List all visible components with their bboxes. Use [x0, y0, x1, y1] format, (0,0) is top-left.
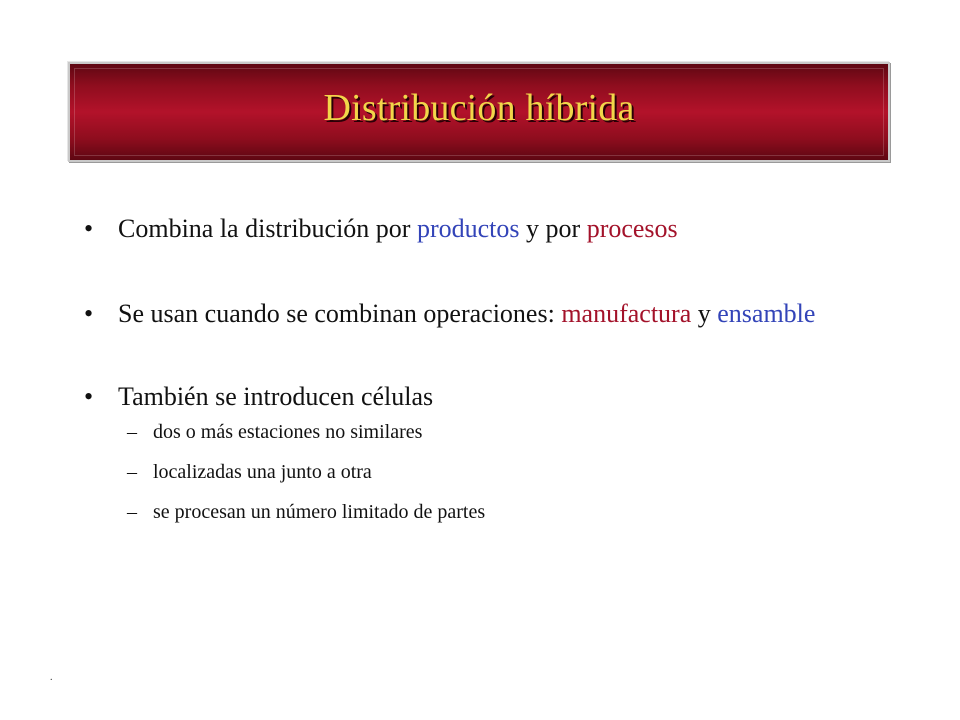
- bullet-marker: •: [84, 382, 94, 411]
- bullet-item-3: [80, 380, 880, 413]
- dash-marker: –: [127, 421, 137, 443]
- title-banner: [68, 62, 890, 162]
- sub-item-3: [127, 500, 880, 524]
- footer-mark: .: [50, 672, 53, 683]
- sub-item-2: [127, 460, 880, 484]
- bullet-marker: •: [84, 299, 94, 328]
- bullet-text: Se usan cuando se combinan operaciones:: [118, 299, 562, 328]
- sub-bullet-list: [80, 420, 880, 524]
- sub-item-text: se procesan un número limitado de partes: [153, 501, 486, 523]
- bullet-text: y: [691, 299, 718, 328]
- bullet-text: Combina la distribución por: [118, 214, 417, 243]
- sub-item-text: dos o más estaciones no similares: [153, 421, 423, 443]
- bullet-text: También se introducen células: [118, 382, 434, 411]
- sub-item-text: localizadas una junto a otra: [153, 461, 372, 483]
- bullet-item-2: [80, 297, 880, 330]
- highlight-manufactura: manufactura: [561, 299, 692, 328]
- slide-title: Distribución híbrida: [323, 87, 635, 129]
- dash-marker: –: [127, 461, 137, 483]
- dash-marker: –: [127, 501, 137, 523]
- bullet-list: [80, 212, 880, 540]
- bullet-item-1: [80, 212, 880, 245]
- bullet-text: y por: [519, 214, 587, 243]
- bullet-marker: •: [84, 214, 94, 243]
- highlight-procesos: procesos: [586, 214, 678, 243]
- sub-item-1: [127, 420, 880, 444]
- highlight-productos: productos: [416, 214, 520, 243]
- highlight-ensamble: ensamble: [717, 299, 816, 328]
